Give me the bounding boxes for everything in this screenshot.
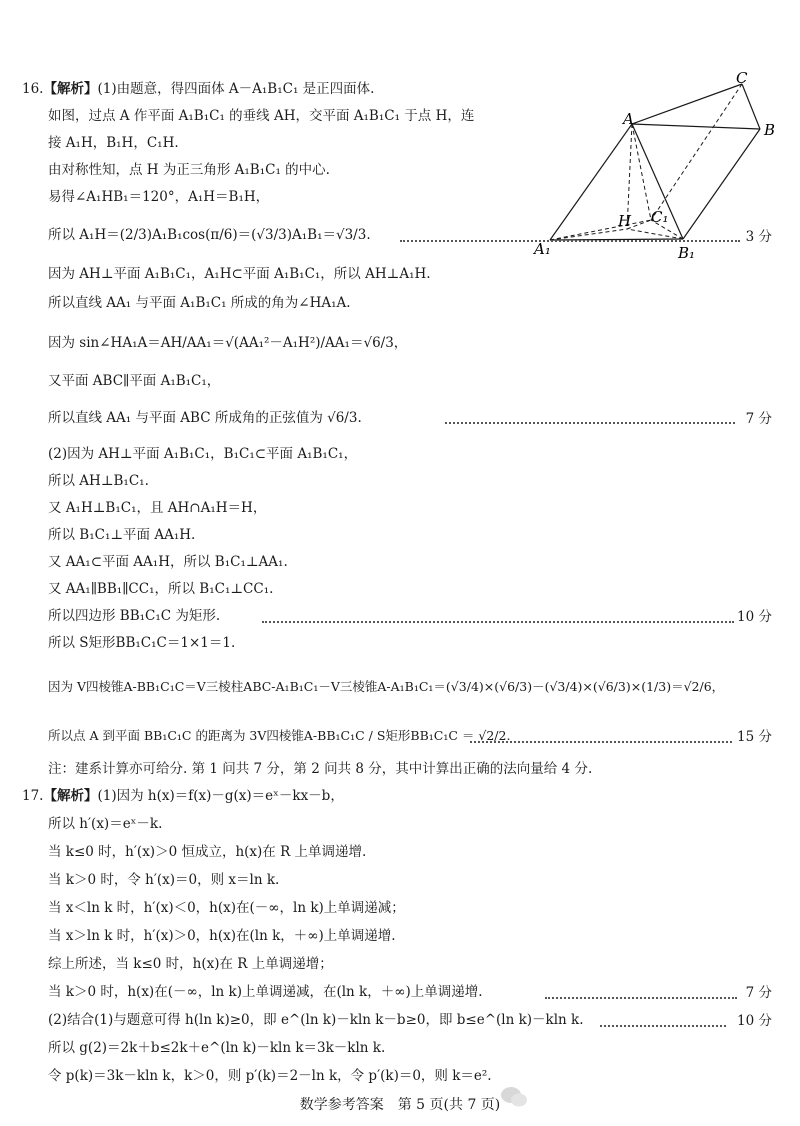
q16-line-10: 又平面 ABC∥平面 A₁B₁C₁， bbox=[48, 373, 221, 389]
dot-leader bbox=[400, 240, 740, 242]
q16-line-8: 所以直线 AA₁ 与平面 A₁B₁C₁ 所成的角为∠HA₁A. bbox=[48, 295, 351, 311]
edge-ab bbox=[632, 124, 760, 129]
score-10: 10 分 bbox=[737, 609, 772, 625]
q17-line-6: 当 x＞ln k 时，h′(x)＞0，h(x)在(ln k，＋∞)上单调递增. bbox=[48, 928, 396, 944]
q17-line-1 bbox=[22, 787, 344, 805]
dot-leader bbox=[545, 997, 737, 999]
dot-leader bbox=[470, 741, 732, 743]
label-c: C bbox=[736, 72, 748, 87]
score-7b: 7 分 bbox=[745, 985, 772, 1001]
q16-line-12: (2)因为 AH⊥平面 A₁B₁C₁，B₁C₁⊂平面 A₁B₁C₁， bbox=[48, 446, 358, 462]
edge-ac bbox=[632, 84, 742, 124]
q16-line-17: 又 AA₁∥BB₁∥CC₁，所以 B₁C₁⊥CC₁. bbox=[48, 581, 274, 597]
q17-line-11: 令 p(k)＝3k－kln k，k＞0，则 p′(k)＝2－ln k，令 p′(k)＝0，则 k＝e². bbox=[48, 1068, 492, 1084]
label-a: A bbox=[623, 110, 634, 128]
page-footer: 数学参考答案 第 5 页(共 7 页) bbox=[299, 1097, 501, 1113]
q17-text-1: (1)因为 h(x)＝f(x)－g(x)＝eˣ－kx－b， bbox=[97, 788, 344, 804]
score-3: 3 分 bbox=[745, 229, 772, 245]
q17-line-9: (2)结合(1)与题意可得 h(ln k)≥0，即 e^(ln k)－kln k－b≥0，即 b≤e^(ln k)－kln k. bbox=[48, 1012, 584, 1028]
q16-line-3: 接 A₁H，B₁H，C₁H. bbox=[48, 135, 179, 151]
tetrahedron-figure bbox=[528, 72, 778, 272]
q17-line-10: 所以 g(2)＝2k＋b≤2k＋e^(ln k)－kln k＝3k－kln k. bbox=[48, 1040, 386, 1056]
q16-line-7: 因为 AH⊥平面 A₁B₁C₁，A₁H⊂平面 A₁B₁C₁，所以 AH⊥A₁H. bbox=[48, 266, 431, 282]
q16-tag: 【解析】 bbox=[43, 81, 98, 97]
q16-line-6: 所以 A₁H＝(2/3)A₁B₁cos(π/6)＝(√3/3)A₁B₁＝√3/3. bbox=[48, 227, 371, 243]
q16-line-20: 因为 V四棱锥A-BB₁C₁C＝V三棱柱ABC-A₁B₁C₁－V三棱锥A-A₁B₁C₁＝(√3/4)×(√6/3)－(√3/4)×(√6/3)×(1/3)＝√2/6， bbox=[48, 679, 725, 694]
dot-leader bbox=[445, 422, 735, 424]
q16-line-2: 如图，过点 A 作平面 A₁B₁C₁ 的垂线 AH，交平面 A₁B₁C₁ 于点 H，连 bbox=[48, 108, 475, 124]
edge-ac1 bbox=[632, 124, 651, 220]
q17-line-8: 当 k＞0 时，h(x)在(－∞，ln k)上单调递减，在(ln k，＋∞)上单调递增. bbox=[48, 984, 483, 1000]
q16-line-16: 又 AA₁⊂平面 AA₁H，所以 B₁C₁⊥AA₁. bbox=[48, 554, 288, 570]
dot-leader bbox=[262, 621, 734, 623]
q16-line-9: 因为 sin∠HA₁A＝AH/AA₁＝√(AA₁²－A₁H²)/AA₁＝√6/3， bbox=[48, 335, 408, 351]
label-b: B bbox=[764, 121, 776, 139]
q16-line-21: 所以点 A 到平面 BB₁C₁C 的距离为 3V四棱锥A-BB₁C₁C / S矩形BB₁C₁C ＝ √2/2. bbox=[48, 728, 511, 743]
q16-line-19: 所以 S矩形BB₁C₁C＝1×1＝1. bbox=[48, 635, 236, 651]
q17-line-5: 当 x＜ln k 时，h′(x)＜0，h(x)在(－∞，ln k)上单调递减； bbox=[48, 900, 405, 916]
edge-a1c1 bbox=[550, 220, 651, 240]
q17-tag: 【解析】 bbox=[43, 788, 98, 804]
label-h: H bbox=[618, 212, 632, 230]
q16-number: 16. bbox=[22, 81, 44, 97]
edge-bb1 bbox=[683, 129, 760, 239]
q16-line-4: 由对称性知，点 H 为正三角形 A₁B₁C₁ 的中心. bbox=[48, 162, 330, 178]
q16-note: 注：建系计算亦可给分. 第 1 问共 7 分，第 2 问共 8 分，其中计算出正确的法向量给 4 分. bbox=[48, 761, 593, 777]
dot-leader bbox=[600, 1025, 726, 1027]
q16-line-15: 所以 B₁C₁⊥平面 AA₁H. bbox=[48, 527, 196, 543]
score-7: 7 分 bbox=[745, 411, 772, 427]
label-b1: B₁ bbox=[678, 244, 696, 262]
score-10b: 10 分 bbox=[737, 1013, 772, 1029]
edge-a1h bbox=[550, 229, 627, 240]
edge-cb bbox=[742, 84, 760, 129]
score-15: 15 分 bbox=[737, 729, 772, 745]
label-c1: C₁ bbox=[651, 208, 669, 226]
q16-text-1: (1)由题意，得四面体 A－A₁B₁C₁ 是正四面体. bbox=[97, 81, 375, 97]
q16-line-1 bbox=[22, 80, 374, 98]
q17-line-7: 综上所述，当 k≤0 时，h(x)在 R 上单调递增； bbox=[48, 956, 333, 972]
q17-line-4: 当 k＞0 时，令 h′(x)＝0，则 x＝ln k. bbox=[48, 872, 280, 888]
q16-line-14: 又 A₁H⊥B₁C₁，且 AH∩A₁H＝H， bbox=[48, 500, 267, 516]
q16-line-13: 所以 AH⊥B₁C₁. bbox=[48, 473, 149, 489]
edge-cc1 bbox=[651, 84, 742, 220]
q16-line-18: 所以四边形 BB₁C₁C 为矩形. bbox=[48, 608, 221, 624]
q16-line-11: 所以直线 AA₁ 与平面 ABC 所成角的正弦值为 √6/3. bbox=[48, 410, 362, 426]
q17-line-3: 当 k≤0 时，h′(x)＞0 恒成立，h(x)在 R 上单调递增. bbox=[48, 844, 367, 860]
q17-number: 17. bbox=[22, 788, 44, 804]
label-a1: A₁ bbox=[534, 240, 551, 258]
q16-line-5: 易得∠A₁HB₁＝120°，A₁H＝B₁H， bbox=[48, 189, 270, 205]
q17-line-2: 所以 h′(x)＝eˣ－k. bbox=[48, 816, 163, 832]
